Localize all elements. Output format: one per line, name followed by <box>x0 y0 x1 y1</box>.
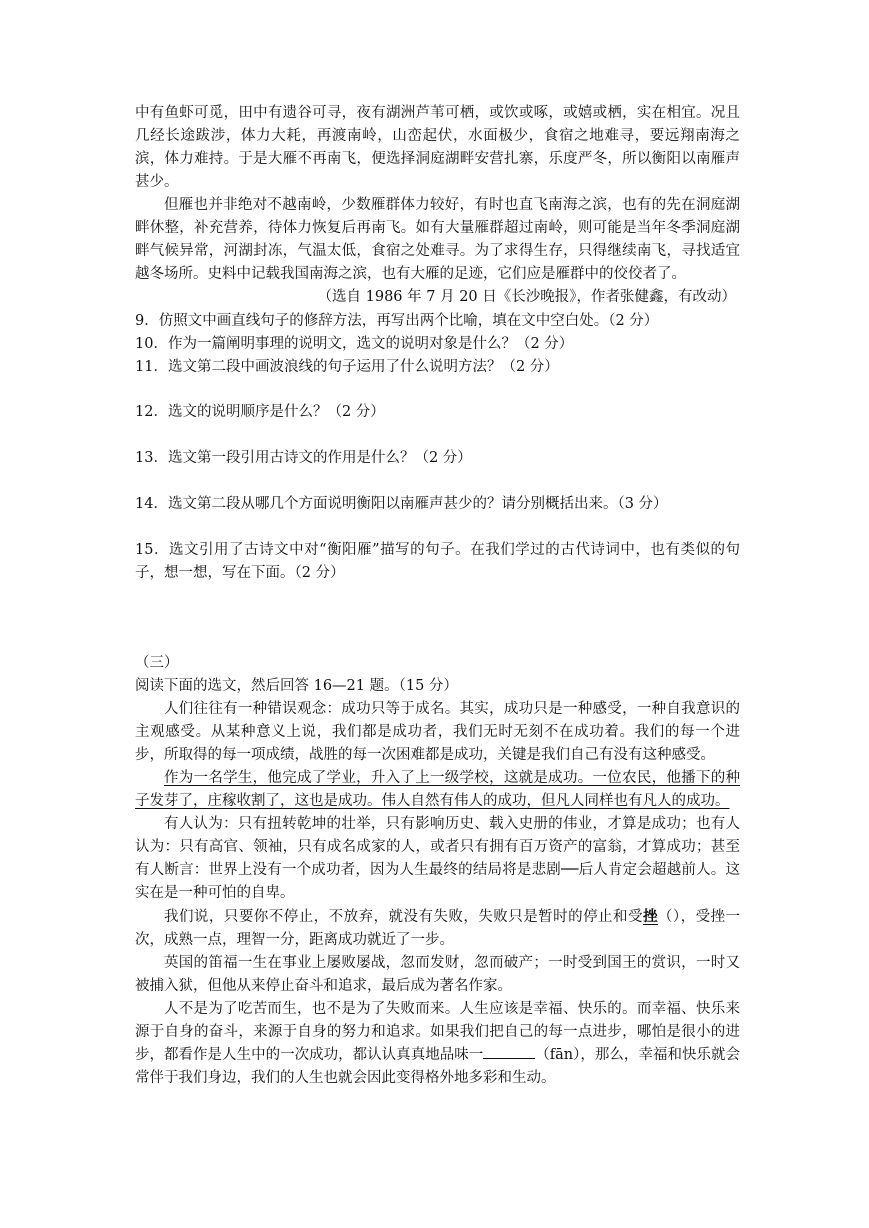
passage-two-continued <box>135 102 740 309</box>
section-paragraph-2 <box>135 767 740 813</box>
question-15: 15．选文引用了古诗文中对“衡阳雁”描写的句子。在我们学过的古代诗词中，也有类似的句子，想一想，写在下面。（2 分） <box>135 542 740 581</box>
question-14: 14．选文第二段从哪几个方面说明衡阳以南雁声甚少的？请分别概括出来。（3 分） <box>135 496 668 512</box>
section-paragraph-4: 我们说，只要你不停止，不放弃，就没有失败，失败只是暂时的停止和受挫（），受挫一次，成熟一点，理智一分，距离成功就近了一步。 <box>135 908 741 948</box>
section-three <box>135 652 740 1090</box>
passage-source: （选自 1986 年 7 月 20 日《长沙晚报》，作者张健鑫，有改动） <box>317 289 736 305</box>
question-12: 12．选文的说明顺序是什么？（2 分） <box>135 404 385 420</box>
answer-blank[interactable] <box>483 1044 535 1059</box>
section-paragraph-6: 人不是为了吃苦而生，也不是为了失败而来。人生应该是幸福、快乐的。而幸福、快乐来源于自身的奋斗，来源于自身的努力和追求。如果我们把自己的每一点进步，哪怕是很小的进步，都看作是人生中的一次成功，都认认真真地品味一 （fān），那么，幸福和快乐就会常伴于我们身边，我们的人生也就会因此变得格外地多彩和生动。 <box>135 1001 741 1086</box>
section-instruction: 阅读下面的选文，然后回答 16—21 题。（15 分） <box>135 678 458 694</box>
section-paragraph-1: 人们往往有一种错误观念：成功只等于成名。其实，成功只是一种感受，一种自我意识的主观感受。从某种意义上说，我们都是成功者，我们无时无刻不在成功着。我们的每一个进步，所取得的每一项成绩，战胜的每一次困难都是成功，关键是我们自己有没有这种感受。 <box>135 701 740 763</box>
section-paragraph-5: 英国的笛福一生在事业上屡败屡战，忽而发财，忽而破产；一时受到国王的赏识，一时又被捕入狱，但他从来停止奋斗和追求，最后成为著名作家。 <box>135 955 740 994</box>
emphasized-character: 挫 <box>642 908 658 925</box>
underlined-sentences: 作为一名学生，他完成了学业，升入了上一级学校，这就是成功。一位农民，他播下的种子发芽了，庄稼收割了，这也是成功。伟人自然有伟人的成功，但凡人同样也有凡人的成功。 <box>135 770 740 809</box>
question-10: 10．作为一篇阐明事理的说明文，选文的说明对象是什么？（2 分） <box>135 336 574 352</box>
section-paragraph-3: 有人认为：只有扭转乾坤的壮举，只有影响历史、载入史册的伟业，才算是成功；也有人认为：只有高官、领袖，只有成名成家的人，或者只有拥有百万资产的富翁，才算成功；甚至有人断言：世界上没有一个成功者，因为人生最终的结局将是悲剧──后人肯定会超越前人。这实在是一种可怕的自卑。 <box>135 816 740 901</box>
question-11: 11．选文第二段中画波浪线的句子运用了什么说明方法？（2 分） <box>135 359 559 375</box>
question-9: 9．仿照文中画直线句子的修辞方法，再写出两个比喻，填在文中空白处。（2 分） <box>135 313 659 329</box>
question-13: 13．选文第一段引用古诗文的作用是什么？（2 分） <box>135 450 472 466</box>
passage-paragraph-2: 但雁也并非绝对不越南岭，少数雁群体力较好，有时也直飞南海之滨，也有的先在洞庭湖畔休整，补充营养，待体力恢复后再南飞。如有大量雁群超过南岭，则可能是当年冬季洞庭湖畔气候异常，河湖封冻，气温太低，食宿之处难寻。为了求得生存，只得继续南飞，寻找适宜越冬场所。史料中记载我国南海之滨，也有大雁的足迹，它们应是雁群中的佼佼者了。 <box>135 197 740 282</box>
passage-paragraph-1: 中有鱼虾可觅，田中有遗谷可寻，夜有湖洲芦苇可栖，或饮或啄，或嬉或栖，实在相宜。况且几经长途跋涉，体力大耗，再渡南岭，山峦起伏，水面极少，食宿之地难寻，要远翔南海之滨，体力难持。于是大雁不再南飞，便选择洞庭湖畔安营扎寨，乐度严冬，所以衡阳以南雁声甚少。 <box>135 105 740 190</box>
section-heading: （三） <box>135 655 179 671</box>
